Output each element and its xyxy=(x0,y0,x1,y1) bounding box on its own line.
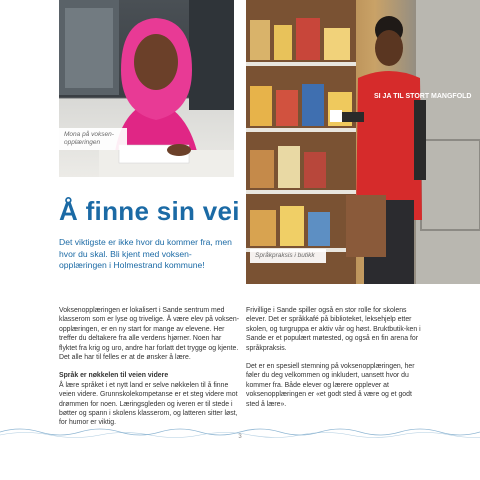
photo-student-classroom xyxy=(59,0,234,177)
photo-caption-left: Mona på voksen-opplæringen xyxy=(59,128,127,150)
article-lead: Det viktigste er ikke hvor du kommer fra, men hvor du skal. Bli kjent med voksen-opplæringen i Holmestrand kommune! xyxy=(59,237,232,270)
photo-caption-right: Språkpraksis i butikk xyxy=(250,249,326,263)
section-heading: Språk er nøkkelen til veien videre xyxy=(59,372,169,380)
shirt-text: SI JA TIL STORT MANGFOLD xyxy=(374,93,472,100)
paragraph: Det er en spesiell stemning på voksenopplæringen, her føler du deg velkommen og inkludert, uansett hvor du kommer fra. Både elever og lærere opplever at voksenopplæringen er «et godt sted å være og et godt sted å lære». xyxy=(246,363,415,408)
student-illustration xyxy=(59,0,234,177)
paragraph: Frivillige i Sande spiller også en stor rolle for skolens elever. Det er språkkafé på biblioteket, leksehjelp etter skolen, og turgruppa er aktiv vår og høst. Bruktbutik-ken i Sande er et populært møtested, og også en fin arena for språkpraksis. xyxy=(246,307,421,352)
decorative-wave xyxy=(0,410,480,450)
paragraph: Å lære språket i et nytt land er selve nøkkelen til å finne veien videre. Grunnskolekompetanse er et steg videre mot drømmen for noen. Læringsgleden og iveren er til stede i bøtter og spann i skolens klasserom, og latteren sitter løst, for humor er viktig. xyxy=(59,381,238,427)
face xyxy=(134,34,178,90)
paragraph: Voksenopplæringen er lokalisert i Sande sentrum med klasserom som er lyse og trivelige. Å være elev på voksen-opplæringen, er en ny start for mange av elevene. Her treffer du deltakere fra alle verdens hjørner. Noen har flyktet fra krig og uro, andre har forlatt det trygge og kjente. Det alle har til felles er at de ønsker å lære. xyxy=(59,307,239,362)
shelves xyxy=(246,0,356,284)
store-illustration xyxy=(246,0,480,284)
article-title: Å finne sin vei xyxy=(59,196,240,226)
photo-grocery-store xyxy=(246,0,480,284)
page-number: 3 xyxy=(238,434,242,440)
body-column-right xyxy=(246,306,426,418)
